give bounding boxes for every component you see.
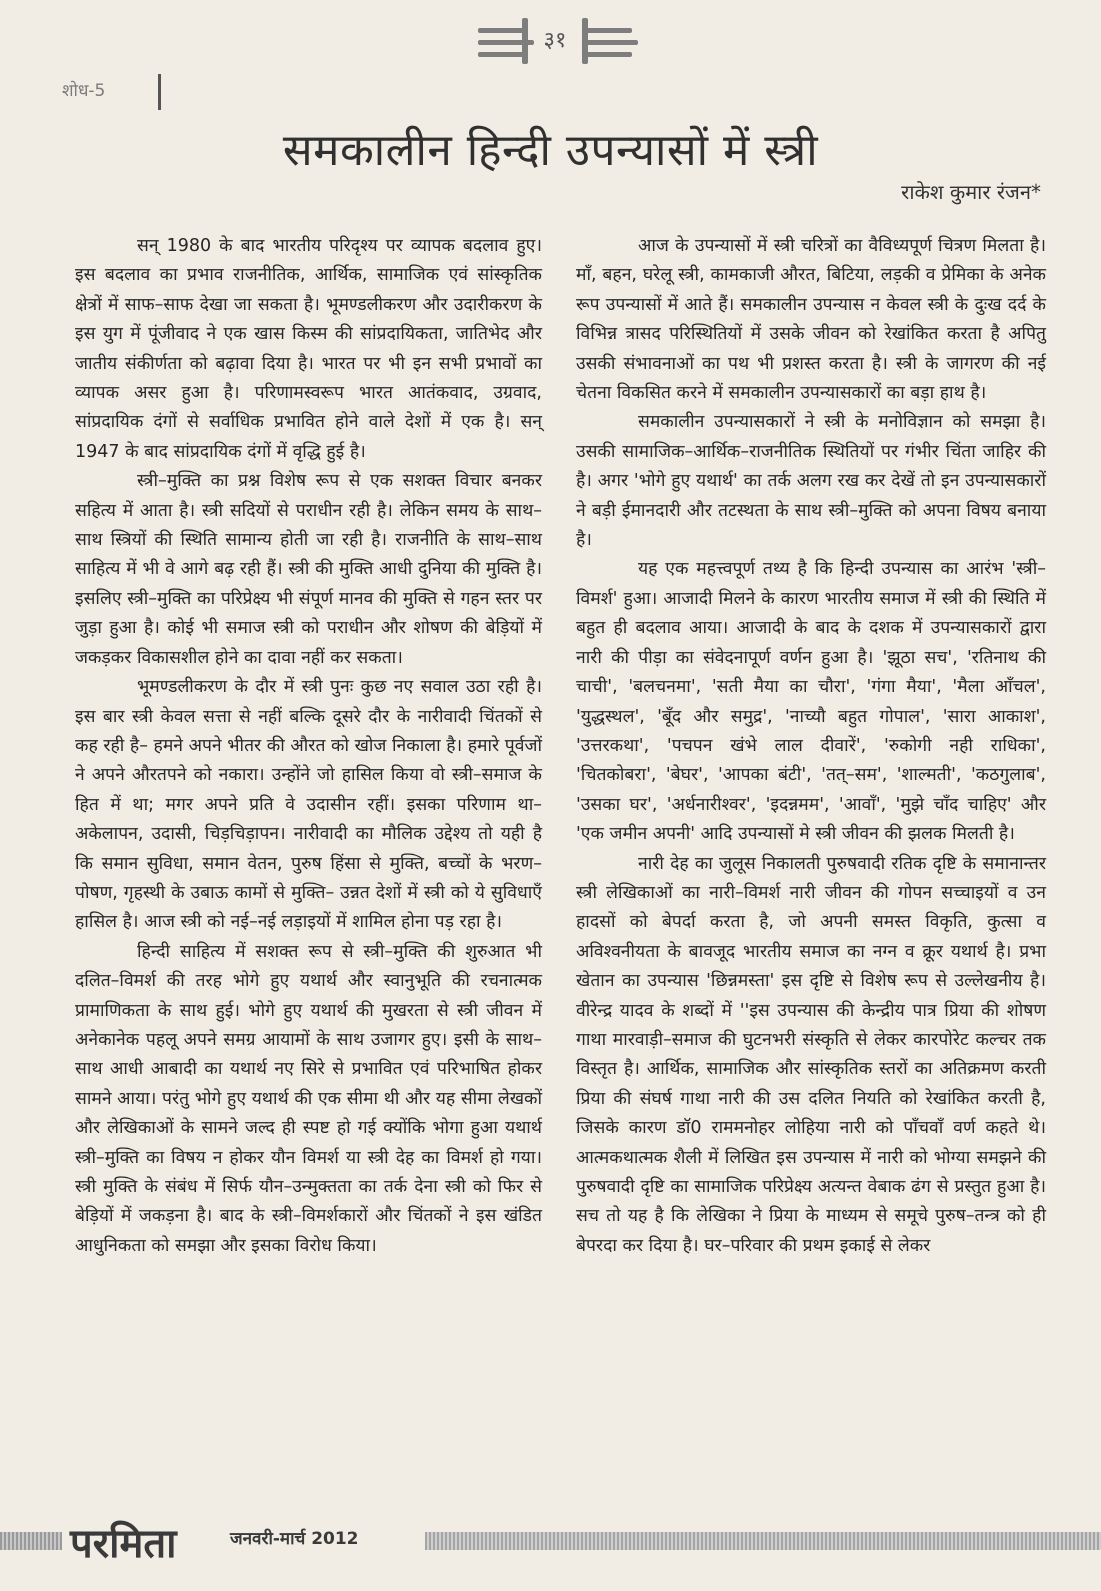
paragraph: सन् 1980 के बाद भारतीय परिदृश्य पर व्यापक बदलाव हुए। इस बदलाव का प्रभाव राजनीतिक, आर्थिक, सामाजिक एवं सांस्कृतिक क्षेत्रों में साफ–साफ देखा जा सकता है। भूमण्डलीकरण और उदारीकरण के इस युग में पूंजीवाद ने एक खास किस्म की सांप्रदायिकता, जातिभेद और जातीय संकीर्णता को बढ़ावा दिया है। भारत पर भी इन सभी प्रभावों का व्यापक असर हुआ है। परिणामस्वरूप भारत आतंकवाद, उग्रवाद, सांप्रदायिक दंगों से सर्वाधिक प्रभावित होने वाले देशों में एक है। सन् 1947 के बाद सांप्रदायिक दंगों में वृद्धि हुई है। bbox=[75, 236, 542, 462]
paragraph: हिन्दी साहित्य में सशक्त रूप से स्त्री–मुक्ति की शुरुआत भी दलित–विमर्श की तरह भोगे हुए यथार्थ और स्वानुभूति की रचनात्मक प्रामाणिकता के साथ हुई। भोगे हुए यथार्थ की मुखरता से स्त्री जीवन में अनेकानेक पहलू अपने समग्र आयामों के साथ उजागर हुए। इसी के साथ–साथ आधी आबादी का यथार्थ नए सिरे से प्रभावित एवं परिभाषित होकर सामने आया। परंतु भोगे हुए यथार्थ की एक सीमा थी और यह सीमा लेखकों और लेखिकाओं के सामने जल्द ही स्पष्ट हो गई क्योंकि भोगा हुआ यथार्थ स्त्री–मुक्ति का विषय न होकर यौन विमर्श या स्त्री देह का विमर्श हो गया। स्त्री मुक्ति के संबंध में सिर्फ यौन–उन्मुक्तता का तर्क देना स्त्री को फिर से बेड़ियों में जकड़ना है। बाद के स्त्री–विमर्शकारों और चिंतकों ने इस खंडित आधुनिकता को समझा और इसका विरोध किया। bbox=[75, 941, 542, 1256]
section-divider bbox=[158, 74, 161, 110]
paragraph: नारी देह का जुलूस निकालती पुरुषवादी रतिक दृष्टि के समानान्तर स्त्री लेखिकाओं का नारी–विमर्श नारी जीवन की गोपन सच्चाइयों व उन हादसों को बेपर्दा करता है, जो अपनी समस्त विकृति, कुत्सा व अविश्वनीयता के बावजूद भारतीय समाज का नग्न व क्रूर यथार्थ है। प्रभा खेतान का उपन्यास 'छिन्नमस्ता' इस दृष्टि से विशेष रूप से उल्लेखनीय है। वीरेन्द्र यादव के शब्दों में ''इस उपन्यास की केन्द्रीय पात्र प्रिया की शोषण गाथा मारवाड़ी–समाज की घुटनभरी संस्कृति से लेकर कारपोरेट कल्चर तक विस्तृत है। आर्थिक, सामाजिक और सांस्कृतिक स्तरों का अतिक्रमण करती प्रिया की संघर्ष गाथा नारी की उस दलित नियति को रेखांकित करती है, जिसके कारण डॉ0 राममनोहर लोहिया नारी को पाँचवॉं वर्ण कहते थे। आत्मकथात्मक शैली में लिखित इस उपन्यास में नारी को भोग्या समझने की पुरुषवादी दृष्टि का सामाजिक परिप्रेक्ष्य अत्यन्त वेबाक ढंग से प्रस्तुत हुआ है। सच तो यह है कि लेखिका ने प्रिया के माध्यम से समूचे पुरुष–तन्त्र को ही बेपरदा कर दिया है। घर–परिवार की प्रथम इकाई से लेकर bbox=[576, 853, 1046, 1256]
paragraph: स्त्री–मुक्ति का प्रश्न विशेष रूप से एक सशक्त विचार बनकर सहित्य में आता है। स्त्री सदियों से पराधीन रही है। लेकिन समय के साथ–साथ स्त्रियों की स्थिति सामान्य होती जा रही है। राजनीति के साथ–साथ साहित्य में भी वे आगे बढ़ रही हैं। स्त्री की मुक्ति आधी दुनिया की मुक्ति है। इसलिए स्त्री–मुक्ति का परिप्रेक्ष्य भी संपूर्ण मानव की मुक्ति से गहन स्तर पर जुड़ा हुआ है। कोई भी समाज स्त्री को पराधीन और शोषण की बेड़ियों में जकड़कर विकासशील होने का दावा नहीं कर सकता। bbox=[75, 471, 542, 668]
magazine-logo: परमिता bbox=[70, 1521, 177, 1567]
article-title: समकालीन हिन्दी उपन्यासों में स्त्री bbox=[282, 125, 819, 176]
page-footer bbox=[0, 1520, 1101, 1580]
section-tag: शोध-5 bbox=[62, 81, 106, 101]
page-number: ३१ bbox=[543, 28, 567, 53]
footer-stripe-left bbox=[0, 1532, 62, 1550]
paragraph: भूमण्डलीकरण के दौर में स्त्री पुनः कुछ नए सवाल उठा रही है। इस बार स्त्री केवल सत्ता से नहीं बल्कि दूसरे दौर के नारीवादी चिंतकों से कह रही है– हमने अपने भीतर की औरत को खोज निकाला है। हमारे पूर्वजों ने अपने औरतपने को नकारा। उन्होंने जो हासिल किया वो स्त्री–समाज के हित में था; मगर अपने प्रति वे उदासीन रहीं। इसका परिणाम था– अकेलापन, उदासी, चिड़चिड़ापन। नारीवादी का मौलिक उद्देश्य तो यही है कि समान सुविधा, समान वेतन, पुरुष हिंसा से मुक्ति, बच्चों के भरण–पोषण, गृहस्थी के उबाऊ कामों से मुक्ति– उन्नत देशों में स्त्री को ये सुविधाएँ हासिल है। आज स्त्री को नई–नई लड़ाइयों में शामिल होना पड़ रहा है। bbox=[75, 677, 542, 933]
issue-date: जनवरी-मार्च 2012 bbox=[230, 1529, 359, 1549]
paragraph: यह एक महत्त्वपूर्ण तथ्य है कि हिन्दी उपन्यास का आरंभ 'स्त्री–विमर्श' हुआ। आजादी मिलने के कारण भारतीय समाज में स्त्री की स्थिति में बहुत ही बदलाव आया। आजादी के बाद के दशक में उपन्यासकारों द्वारा नारी की पीड़ा का संवेदनापूर्ण वर्णन हुआ है। 'झूठा सच', 'रतिनाथ की चाची', 'बलचनमा', 'सती मैया का चौरा', 'गंगा मैया', 'मैला आँचल', 'युद्धस्थल', 'बूँद और समुद्र', 'नाच्यौ बहुत गोपाल', 'सारा आकाश', 'उत्तरकथा', 'पचपन खंभे लाल दीवारें', 'रुकोगी नही राधिका', 'चितकोबरा', 'बेघर', 'आपका बंटी', 'तत्–सम', 'शाल्मती', 'कठगुलाब', 'उसका घर', 'अर्धनारीश्वर', 'इदन्नमम', 'आवाँ', 'मुझे चाँद चाहिए' और 'एक जमीन अपनी' आदि उपन्यासों मे स्त्री जीवन की झलक मिलती है। bbox=[576, 559, 1046, 845]
paragraph: समकालीन उपन्यासकारों ने स्त्री के मनोविज्ञान को समझा है। उसकी सामाजिक–आर्थिक–राजनीतिक स्थितियों पर गंभीर चिंता जाहिर की है। अगर 'भोगे हुए यथार्थ' का तर्क अलग रख कर देखें तो इन उपन्यासकारों ने बड़ी ईमानदारी और तटस्थता के साथ स्त्री–मुक्ति को अपना विषय बनाया है। bbox=[576, 412, 1046, 551]
left-column bbox=[75, 232, 542, 1261]
article-author: राकेश कुमार रंजन* bbox=[901, 180, 1041, 204]
footer-stripe-right bbox=[425, 1532, 1101, 1550]
page-folio bbox=[470, 14, 640, 70]
right-column bbox=[576, 232, 1046, 1261]
paragraph: आज के उपन्यासों में स्त्री चरित्रों का वैविध्यपूर्ण चित्रण मिलता है। माँ, बहन, घरेलू स्त्री, कामकाजी औरत, बिटिया, लड़की व प्रेमिका के अनेक रूप उपन्यासों में आते हैं। समकालीन उपन्यास न केवल स्त्री के दुःख दर्द के विभिन्न त्रासद परिस्थितियों में उसके जीवन को रेखांकित करता है अपितु उसकी संभावनाओं का पथ भी प्रशस्त करता है। स्त्री के जागरण की नई चेतना विकसित करने में समकालीन उपन्यासकारों का बड़ा हाथ है। bbox=[576, 236, 1046, 404]
